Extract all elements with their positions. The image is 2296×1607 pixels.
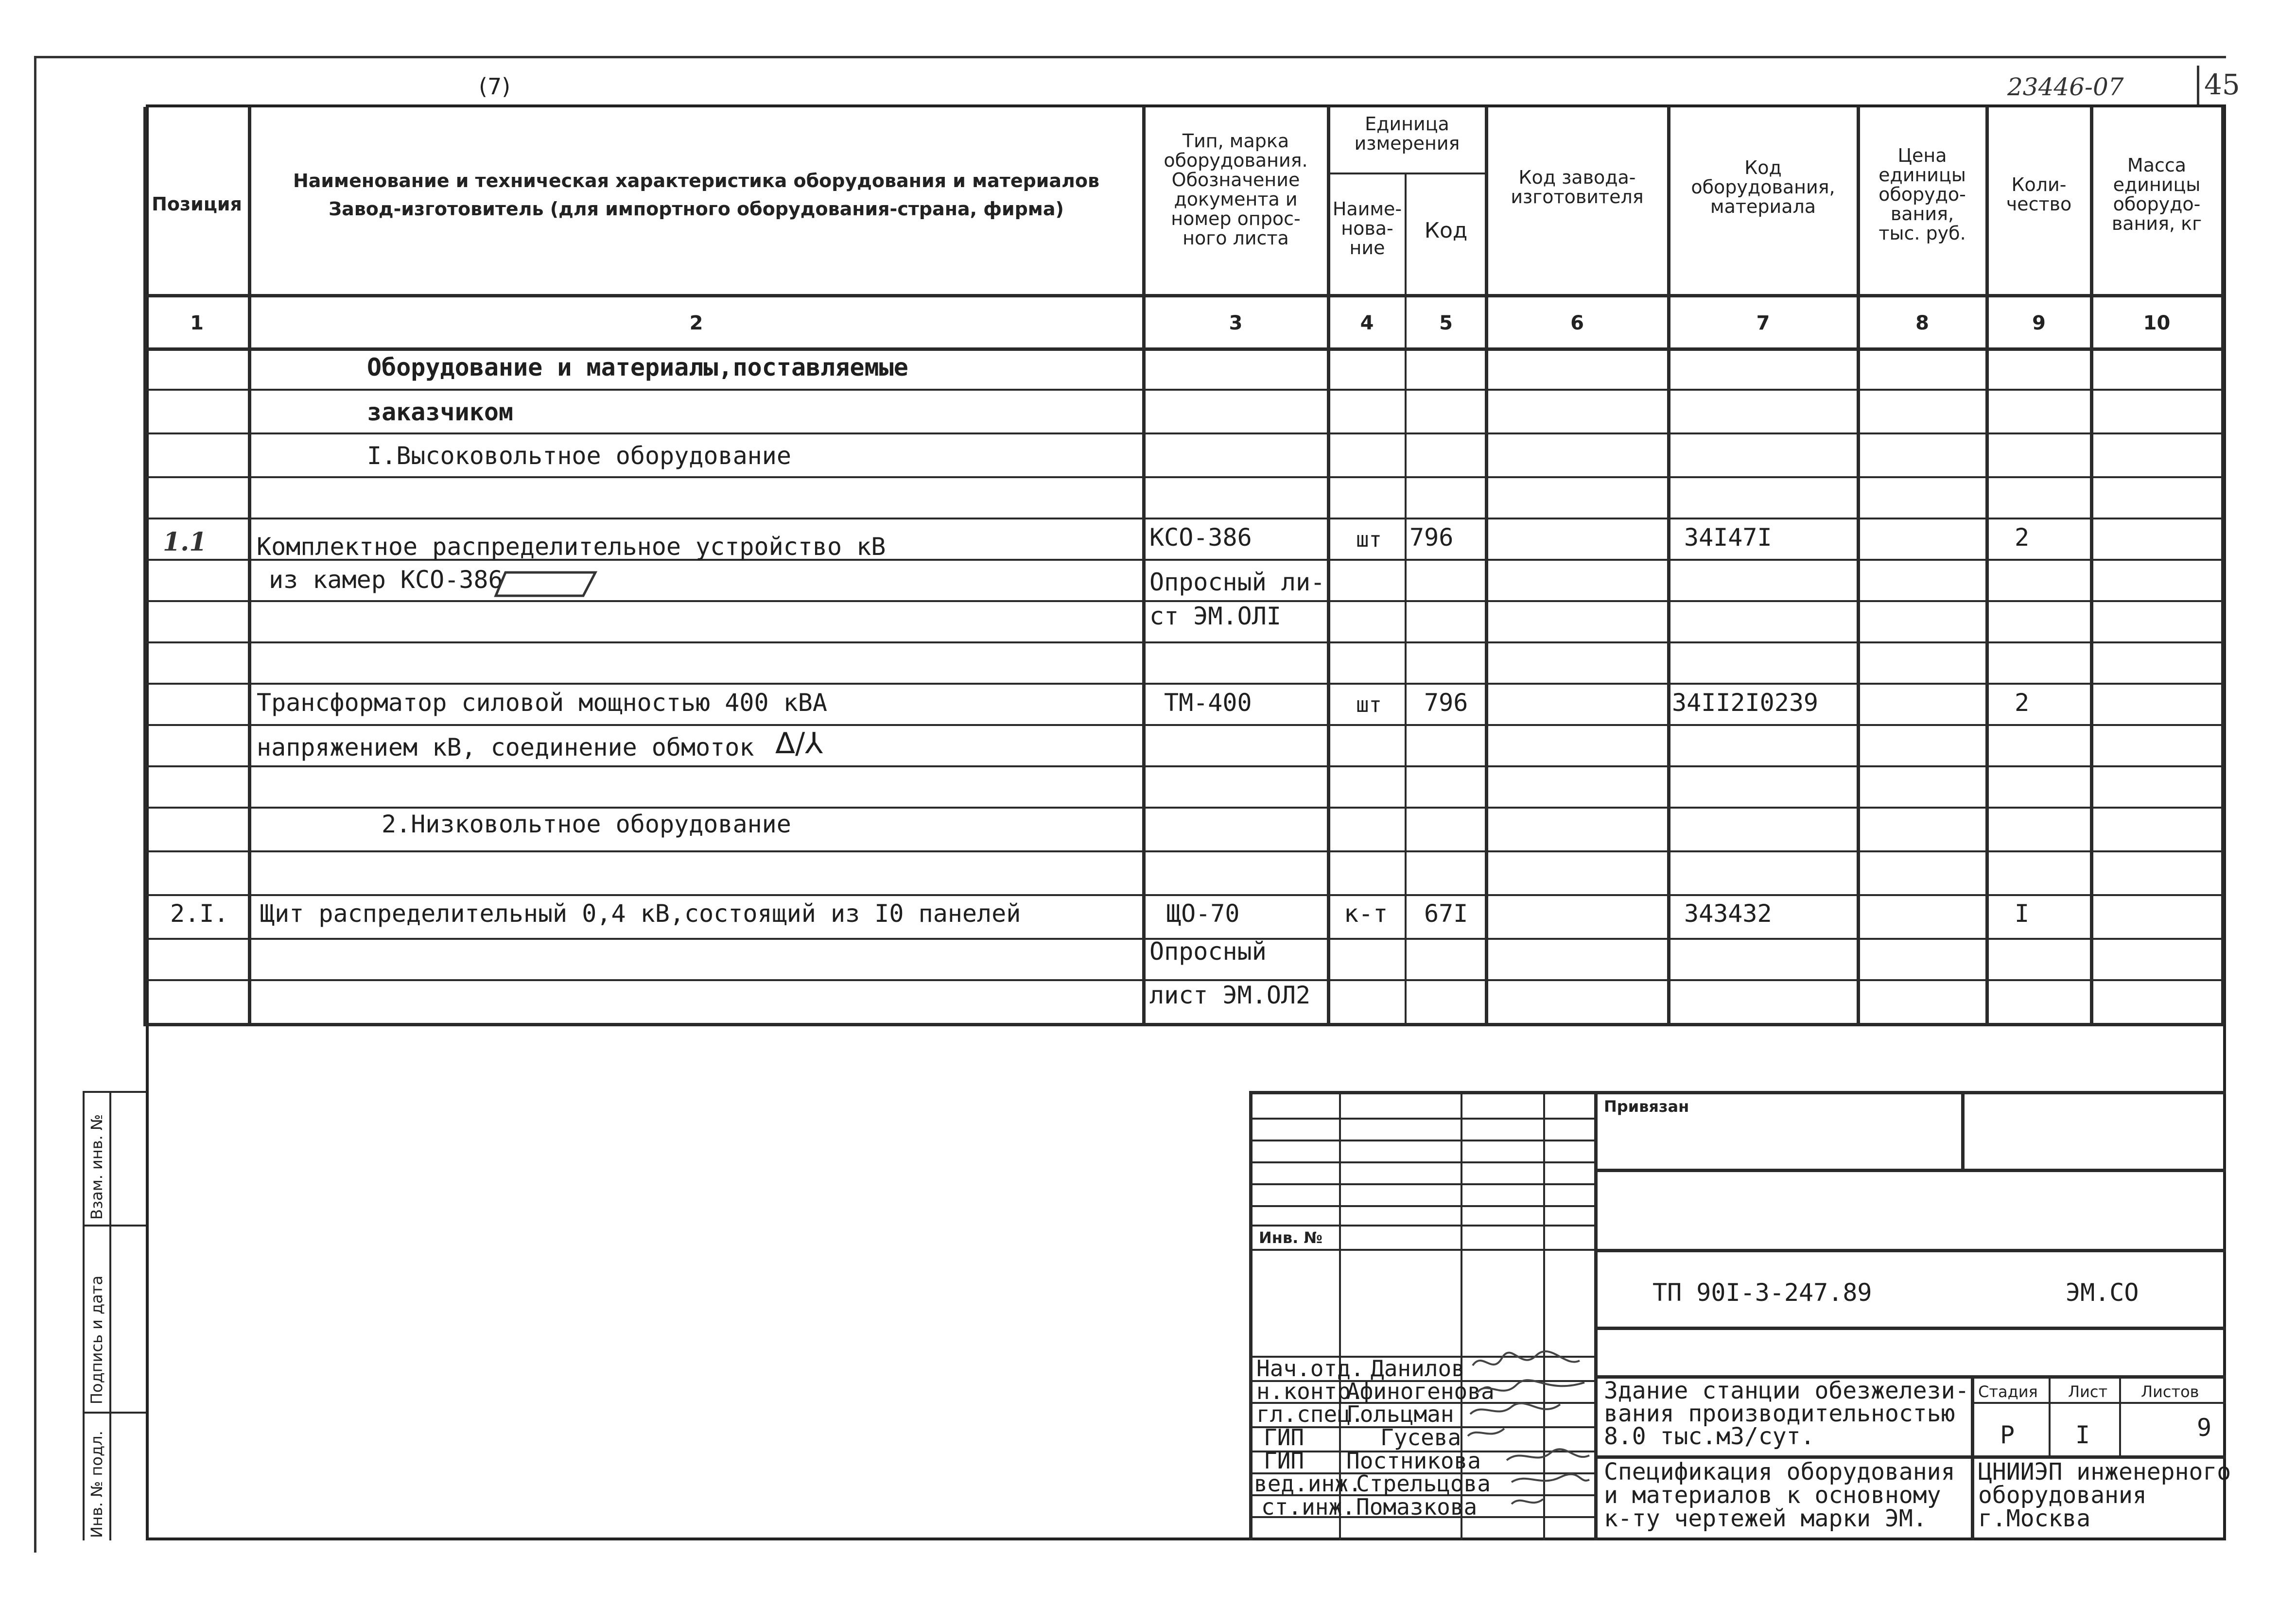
header-type-l5: номер опрос- xyxy=(1171,208,1301,229)
row1-unit: шт xyxy=(1356,527,1382,552)
blank-parallelogram-shape xyxy=(493,570,598,599)
row-line xyxy=(143,724,2224,726)
row3-equipment-code: 343432 xyxy=(1684,899,1772,928)
row2-quantity: 2 xyxy=(2015,689,2030,717)
colnum-6: 6 xyxy=(1570,312,1584,334)
stamp-sheet-value: I xyxy=(2075,1421,2090,1449)
winding-connection-symbol: Δ/⅄ xyxy=(775,726,823,760)
subsection-high-voltage: I.Высоковольтное оборудование xyxy=(367,442,791,470)
signatory-role: Нач.отд. xyxy=(1256,1355,1364,1382)
row1-name-l2: из камер КСО-386 xyxy=(269,566,503,594)
row3-unit-code: 67I xyxy=(1424,899,1468,928)
side-stamp-line xyxy=(109,1091,111,1540)
signatory-role: ст.инж. xyxy=(1261,1494,1356,1520)
table-bottom-line xyxy=(143,1023,2224,1026)
stamp-grid-line xyxy=(1971,1402,2226,1404)
header-type-l1: Тип, марка xyxy=(1182,130,1289,152)
header-price-l3: оборудо- xyxy=(1879,184,1966,205)
row1-quantity: 2 xyxy=(2015,523,2030,552)
row-line xyxy=(143,765,2224,767)
colnum-2: 2 xyxy=(689,312,703,334)
side-stamp-line xyxy=(83,1091,146,1093)
header-price-l5: тыс. руб. xyxy=(1879,223,1966,244)
subsection-low-voltage: 2.Низковольтное оборудование xyxy=(382,810,791,838)
row-line xyxy=(143,894,2224,896)
header-eq-l2: оборудования, xyxy=(1691,176,1835,198)
stamp-grid-line xyxy=(1249,1161,1594,1163)
colnum-5: 5 xyxy=(1439,312,1453,334)
colnum-4: 4 xyxy=(1360,312,1374,334)
row2-unit-code: 796 xyxy=(1424,689,1468,717)
row1-equipment-code: 34I47I xyxy=(1684,523,1772,552)
stamp-grid-line xyxy=(1971,1375,1974,1540)
stamp-grid-line xyxy=(1594,1327,2226,1330)
row1-type-l1: КСО-386 xyxy=(1149,523,1252,552)
colnum-3: 3 xyxy=(1229,312,1243,334)
sheet-edge-left xyxy=(34,56,36,1553)
header-price-l4: вания, xyxy=(1890,203,1954,225)
stamp-object-l3: 8.0 тыс.м3/сут. xyxy=(1604,1423,1815,1450)
signatory-name: Данилов xyxy=(1371,1355,1465,1382)
header-price-l2: единицы xyxy=(1879,164,1966,186)
unit-subheader-line xyxy=(1327,173,1485,174)
colnum-bottom-line xyxy=(143,347,2224,351)
header-type-l3: Обозначение xyxy=(1171,169,1300,190)
header-plant-l2: изготовителя xyxy=(1511,186,1644,207)
header-eq-l3: материала xyxy=(1710,196,1816,217)
row-line xyxy=(143,850,2224,852)
header-eq-l1: Код xyxy=(1744,157,1782,178)
side-stamp-line xyxy=(83,1225,146,1227)
row-line xyxy=(143,641,2224,643)
signatory-role: ГИП xyxy=(1264,1448,1305,1474)
col-line-5 xyxy=(1485,107,1488,1025)
row-line xyxy=(143,518,2224,519)
stamp-title-l1: Спецификация оборудования xyxy=(1604,1458,1955,1486)
row1-type-l3: ст ЭМ.ОЛI xyxy=(1149,602,1281,630)
col-line-0 xyxy=(143,107,147,1025)
header-unit-l2: измерения xyxy=(1354,133,1460,154)
stamp-top-line xyxy=(1249,1091,2226,1094)
row2-name-l2: напряжением кВ, соединение обмоток xyxy=(257,733,754,761)
signatory-role: ГИП xyxy=(1264,1424,1305,1451)
col-line-10 xyxy=(2221,107,2225,1025)
col-line-7 xyxy=(1857,107,1860,1025)
row3-unit: к-т xyxy=(1344,899,1388,928)
row1-type-l2: Опросный ли- xyxy=(1149,568,1325,596)
stamp-grid-line xyxy=(1249,1183,1594,1185)
sheet-top-label: (7) xyxy=(479,73,511,100)
row1-position: 1.1 xyxy=(163,527,207,557)
signatory-role: вед.инж. xyxy=(1254,1470,1362,1497)
signatory-name: Постникова xyxy=(1346,1448,1481,1474)
stamp-project-code: ТП 90I-3-247.89 xyxy=(1652,1279,1872,1307)
header-mass-l4: вания, кг xyxy=(2111,213,2202,234)
header-plant-l1: Код завода- xyxy=(1518,167,1636,188)
stamp-org-l2: оборудования xyxy=(1978,1482,2147,1509)
header-mass-l1: Масса xyxy=(2127,155,2187,176)
header-unit-code: Код xyxy=(1424,218,1468,243)
col-line-8 xyxy=(1985,107,1989,1025)
stamp-grid-line xyxy=(1594,1169,2226,1172)
signatory-name: Стрельцова xyxy=(1356,1470,1491,1497)
stamp-grid-line xyxy=(1249,1225,1594,1227)
row-line xyxy=(143,683,2224,685)
header-unit-l1: Единица xyxy=(1365,113,1449,135)
stamp-grid-line xyxy=(1249,1118,1594,1120)
signatory-role: гл.спец. xyxy=(1256,1401,1364,1427)
row2-name-l1: Трансформатор силовой мощностью 400 кВА xyxy=(257,689,827,717)
side-stamp-inv-podl: Инв. № подл. xyxy=(87,1431,106,1538)
row3-name-l1: Щит распределительный 0,4 кВ,состоящий из I0 панелей xyxy=(260,899,1021,928)
stamp-sheets-value: 9 xyxy=(2197,1414,2212,1442)
row2-type: ТМ-400 xyxy=(1164,689,1252,717)
signatory-name: Гусева xyxy=(1380,1424,1461,1451)
stamp-stage-value: Р xyxy=(2000,1421,2015,1449)
header-type-l4: документа и xyxy=(1174,189,1298,210)
header-qty-l2: чество xyxy=(2006,193,2072,215)
stamp-grid-line xyxy=(1961,1091,1965,1169)
section-title-l2: заказчиком xyxy=(367,398,514,426)
side-stamp-line xyxy=(83,1091,85,1540)
row2-unit: шт xyxy=(1356,692,1382,717)
stamp-object-l1: Здание станции обезжелези- xyxy=(1604,1377,1969,1404)
stamp-inv-no-label: Инв. № xyxy=(1259,1228,1322,1247)
side-stamp-inv-vzam: Взам. инв. № xyxy=(87,1114,106,1220)
section-title-l1: Оборудование и материалы,поставляемые xyxy=(367,353,908,381)
colnum-9: 9 xyxy=(2032,312,2046,334)
row3-position: 2.I. xyxy=(170,899,229,928)
row1-name-l1: Комплектное распределительное устройство кВ xyxy=(257,533,886,561)
row-line xyxy=(143,389,2224,391)
header-unit-name-l1: Наиме- xyxy=(1332,198,1402,220)
side-stamp-line xyxy=(83,1412,146,1414)
stamp-grid-line xyxy=(2049,1375,2051,1455)
row1-unit-code: 796 xyxy=(1409,523,1454,552)
stamp-title-l2: и материалов к основному xyxy=(1604,1482,1941,1509)
stamp-title-l3: к-ту чертежей марки ЭМ. xyxy=(1604,1505,1927,1532)
colnum-8: 8 xyxy=(1915,312,1929,334)
header-bottom-line xyxy=(143,294,2224,297)
stamp-grid-line xyxy=(1249,1140,1594,1141)
header-price-l1: Цена xyxy=(1897,145,1947,166)
stamp-grid-line xyxy=(1249,1249,1594,1251)
stamp-sheet-label: Лист xyxy=(2068,1382,2108,1401)
sheet-edge-top xyxy=(34,56,2226,58)
handwritten-signatures xyxy=(1463,1346,1594,1521)
header-name-line2: Завод-изготовитель (для импортного оборудования-страна, фирма) xyxy=(329,198,1064,220)
signatory-name: Гольцман xyxy=(1346,1401,1454,1427)
col-line-4 xyxy=(1405,173,1407,1025)
row3-type-l1: ЩО-70 xyxy=(1166,899,1240,928)
stamp-sheet-mark: ЭМ.СО xyxy=(2066,1279,2139,1307)
row3-type-l2: Опросный xyxy=(1149,937,1267,966)
stamp-grid-line xyxy=(2119,1375,2121,1455)
stamp-org-l1: ЦНИИЭП инженерного xyxy=(1978,1458,2231,1486)
header-mass-l3: оборудо- xyxy=(2113,193,2201,215)
signatory-name: Помазкова xyxy=(1356,1494,1478,1520)
signatory-name: Афиногенова xyxy=(1346,1378,1495,1404)
col-line-1 xyxy=(248,107,251,1025)
col-line-6 xyxy=(1667,107,1670,1025)
stamp-grid-line xyxy=(1594,1091,1598,1540)
side-stamp-podpis: Подпись и дата xyxy=(87,1275,106,1404)
header-position: Позиция xyxy=(152,193,242,215)
signatory-role: н.контр. xyxy=(1256,1378,1364,1404)
colnum-1: 1 xyxy=(190,312,204,334)
stamp-grid-line xyxy=(1594,1249,2226,1252)
header-unit-name-l2: нова- xyxy=(1341,218,1393,239)
header-type-l6: ного листа xyxy=(1183,227,1289,249)
row2-equipment-code: 34II2I0239 xyxy=(1672,689,1819,717)
header-name-line1: Наименование и техническая характеристика оборудования и материалов xyxy=(293,170,1100,191)
stamp-grid-line xyxy=(1249,1205,1594,1207)
header-type-l2: оборудования. xyxy=(1164,150,1308,171)
document-number: 23446-07 xyxy=(2007,73,2124,101)
header-mass-l2: единицы xyxy=(2113,174,2201,195)
page-number: 45 xyxy=(2204,68,2240,101)
stamp-sheets-label: Листов xyxy=(2141,1382,2199,1401)
stamp-privyazan-label: Привязан xyxy=(1604,1097,1689,1116)
stamp-object-l2: вания производительностью xyxy=(1604,1400,1955,1427)
row3-quantity: I xyxy=(2015,899,2030,928)
row-line xyxy=(143,432,2224,434)
colnum-7: 7 xyxy=(1756,312,1770,334)
stamp-org-l3: г.Москва xyxy=(1978,1505,2091,1532)
stamp-stage-label: Стадия xyxy=(1978,1382,2038,1401)
colnum-10: 10 xyxy=(2143,312,2171,334)
row3-type-l3: лист ЭМ.ОЛ2 xyxy=(1149,981,1311,1009)
row-line xyxy=(143,476,2224,478)
col-line-9 xyxy=(2090,107,2093,1025)
header-qty-l1: Коли- xyxy=(2011,174,2067,195)
header-unit-name-l3: ние xyxy=(1349,237,1385,259)
row-line xyxy=(143,807,2224,809)
